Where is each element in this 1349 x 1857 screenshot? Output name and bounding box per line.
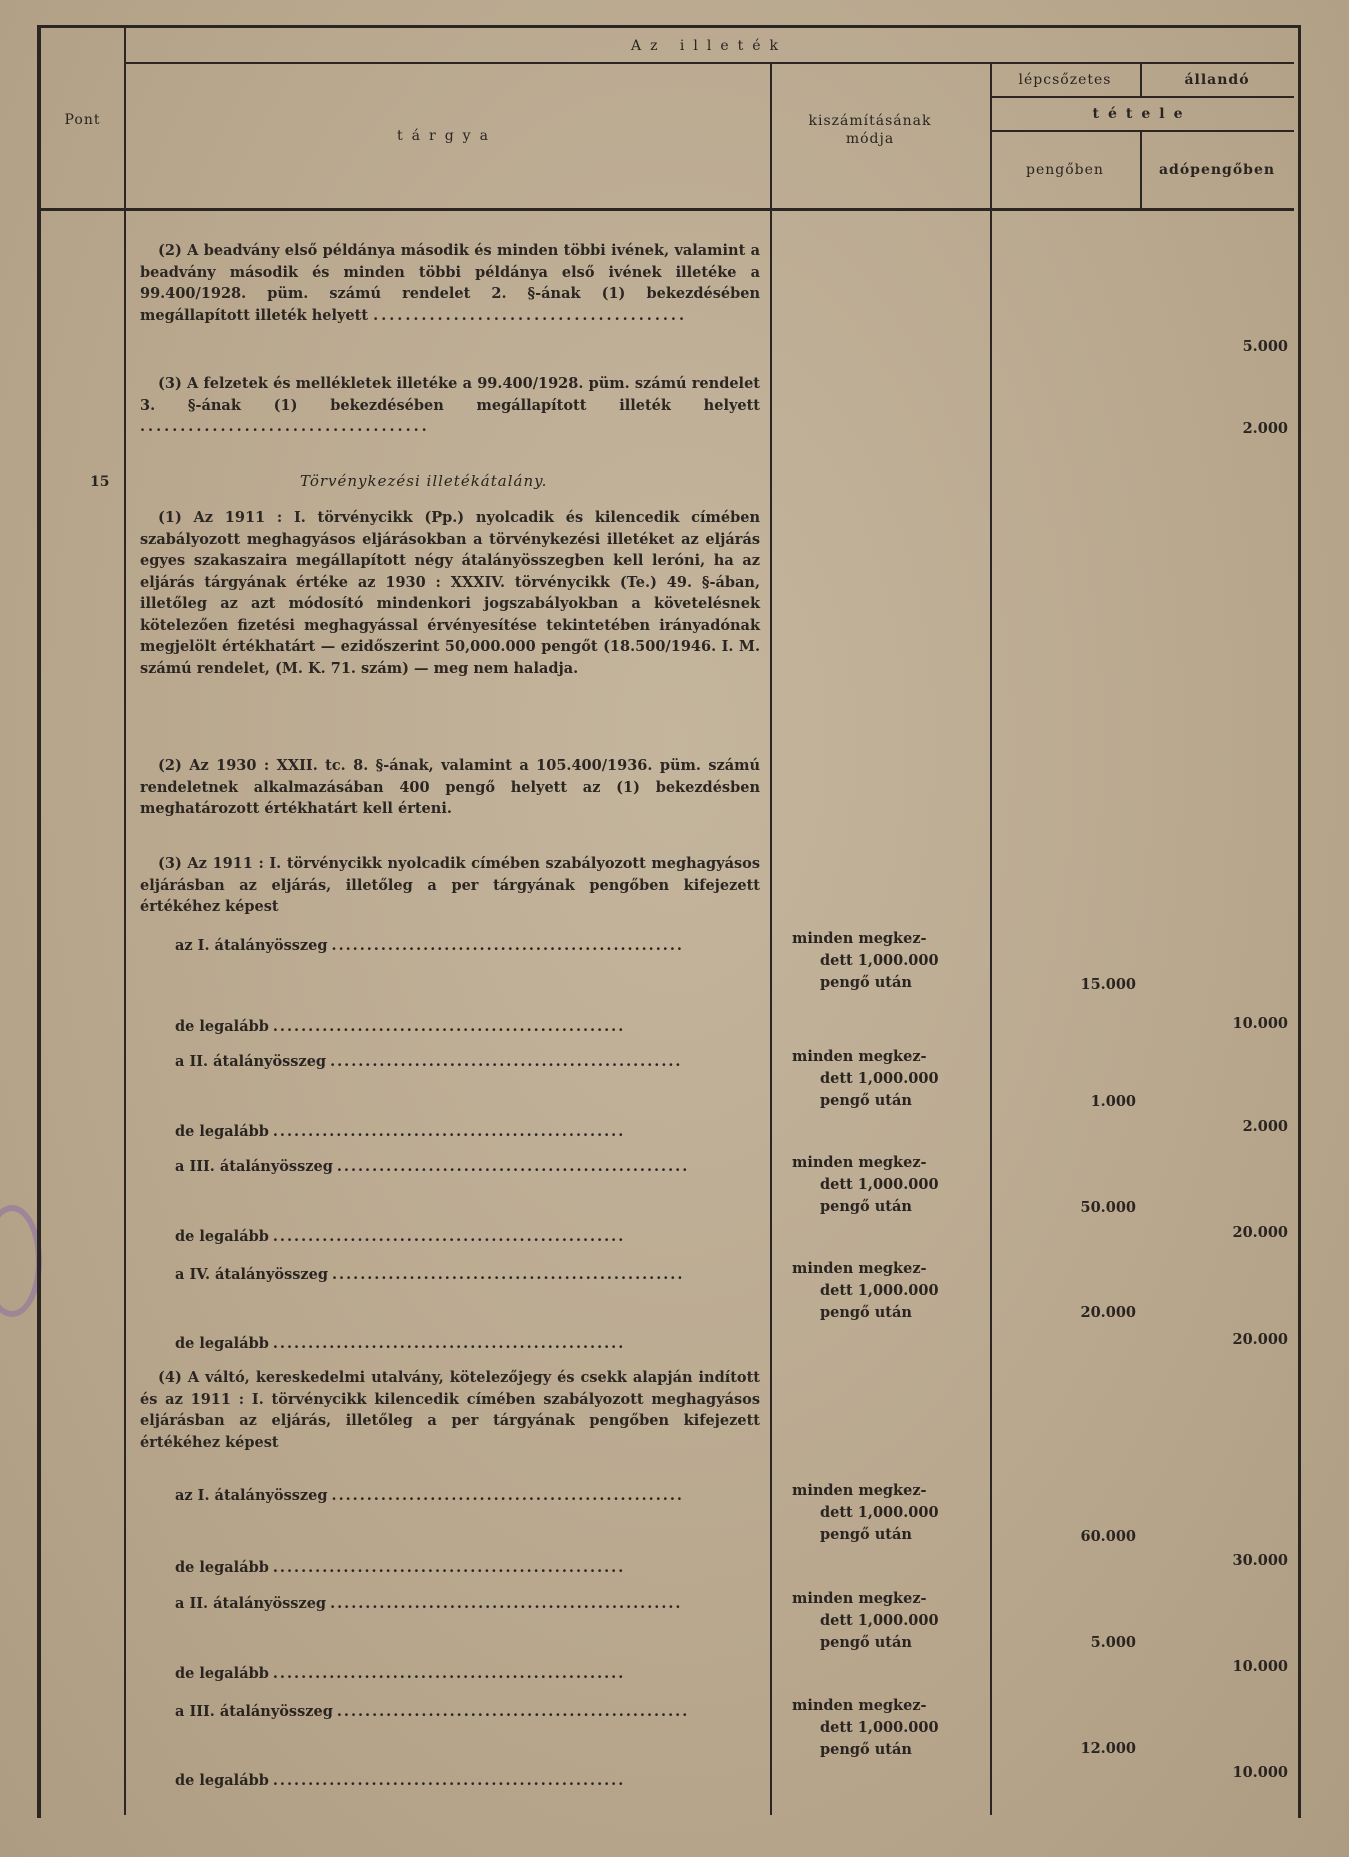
paragraph-4: (4) A váltó, kereskedelmi utalvány, kötelezőjegy és csekk alapján indított és az 1911 : I. törvénycikk kilencedik címében szabályozott meghagyásos eljárásban az eljárás, illetőleg a per tárgyának pengőben kifejezett értékéhez képest [140,1369,760,1451]
row3-4-allando: 2.000 [1242,1118,1288,1135]
paragraph-2a: (2) A beadvány első példánya második és minden többi ivének, valamint a beadvány második és minden többi példánya első ivének illetéke a 99.400/1928. püm. számú rendelet 2. §-ának (1) bekezdésében megállapított illeték helyett ....................................... [140,242,760,324]
row3-1-pengo: 15.000 [1080,976,1136,993]
row4-3-label: a II. átalányösszeg .................................................. [175,1595,683,1612]
row4-3-method: minden megkez- dett 1,000.000 pengő után [792,1590,939,1651]
header-pengoben: pengőben [1026,162,1104,178]
header-pont: Pont [64,112,101,128]
header-line-1 [124,62,1294,64]
header-kiszamitas: kiszámításának módja [808,113,932,147]
row4-1-method: minden megkez- dett 1,000.000 pengő után [792,1482,939,1543]
row3-8-label: de legalább .................................................. [175,1335,626,1352]
row3-3-pengo: 1.000 [1090,1093,1136,1110]
section-title: Törvénykezési illetékátalány. [300,472,548,490]
row4-4-label: de legalább .................................................. [175,1665,626,1682]
row4-1-label: az I. átalányösszeg .................................................. [175,1487,684,1504]
row3-5-label: a III. átalányösszeg .................................................. [175,1158,690,1175]
row3-7-method: minden megkez- dett 1,000.000 pengő után [792,1260,939,1321]
paragraph-1: (1) Az 1911 : I. törvénycikk (Pp.) nyolcadik és kilencedik címében szabályozott meghagyásos eljárásokban a törvénykezési illetéket az eljárás egyes szakaszaira megállapított négy átalányösszegben kell leróni, ha az eljárás tárgyának értéke az 1930 : XXXIV. törvénycikk (Te.) 49. §-ában, illetőleg az azt módosító mindenkori jogszabályokban a követelésnek kötelezően fizetési meghagyással érvényesítése tekintetében irányadónak megjelölt értékhatárt — ezidőszerint 50,000.000 pengőt (18.500/1946. I. M. számú rendelet, (M. K. 71. szám) — meg nem haladja. [140,509,760,677]
row4-6-label: de legalább .................................................. [175,1772,626,1789]
header-targya: tárgya [397,128,497,144]
row3-6-label: de legalább .................................................. [175,1228,626,1245]
purple-stamp-mark [0,1205,42,1317]
row3-2-allando: 10.000 [1232,1015,1288,1032]
row3-1-label: az I. átalányösszeg .................................................. [175,937,684,954]
row4-1-pengo: 60.000 [1080,1528,1136,1545]
header-top: Az illeték [630,38,788,54]
row3-8-allando: 20.000 [1232,1331,1288,1348]
row4-5-label: a III. átalányösszeg .................................................. [175,1703,690,1720]
header-tetele: tétele [1092,106,1192,122]
row4-5-method: minden megkez- dett 1,000.000 pengő után [792,1697,939,1758]
row4-6-allando: 10.000 [1232,1764,1288,1781]
header-lepcsozetes: lépcsőzetes [1018,72,1112,88]
row3-3-label: a II. átalányösszeg .................................................. [175,1053,683,1070]
row4-5-pengo: 12.000 [1080,1740,1136,1757]
row3-6-allando: 20.000 [1232,1224,1288,1241]
header-allando: állandó [1184,72,1250,88]
header-line-3 [990,130,1294,132]
paragraph-2: (2) Az 1930 : XXII. tc. 8. §-ának, valamint a 105.400/1936. püm. számú rendeletnek alkalmazásában 400 pengő helyett az (1) bekezdésben meghatározott értékhatárt kell érteni. [140,757,760,817]
value-2a: 5.000 [1242,338,1288,355]
col-line-pont [124,28,126,1815]
row4-4-allando: 10.000 [1232,1658,1288,1675]
row4-3-pengo: 5.000 [1090,1634,1136,1651]
row3-5-pengo: 50.000 [1080,1199,1136,1216]
row3-7-label: a IV. átalányösszeg .................................................. [175,1266,685,1283]
row3-3-method: minden megkez- dett 1,000.000 pengő után [792,1048,939,1109]
row4-2-label: de legalább .................................................. [175,1559,626,1576]
row3-5-method: minden megkez- dett 1,000.000 pengő után [792,1154,939,1215]
pont-number: 15 [90,474,110,490]
header-line-bottom [41,208,1294,211]
value-3a: 2.000 [1242,420,1288,437]
row3-7-pengo: 20.000 [1080,1304,1136,1321]
row3-2-label: de legalább .................................................. [175,1018,626,1035]
header-adopengoben: adópengőben [1158,162,1276,178]
col-line-lepcso [990,64,992,1815]
header-line-2 [990,96,1294,98]
row4-2-allando: 30.000 [1232,1552,1288,1569]
paragraph-3a: (3) A felzetek és mellékletek illetéke a 99.400/1928. püm. számú rendelet 3. §-ának (1) bekezdésében megállapított illeték helyett .................................... [140,375,760,435]
row3-4-label: de legalább .................................................. [175,1123,626,1140]
paragraph-3: (3) Az 1911 : I. törvénycikk nyolcadik címében szabályozott meghagyásos eljárásban az eljárás, illetőleg a per tárgyának pengőben kifejezett értékéhez képest [140,855,760,915]
row3-1-method: minden megkez- dett 1,000.000 pengő után [792,930,939,991]
col-line-method [770,64,772,1815]
